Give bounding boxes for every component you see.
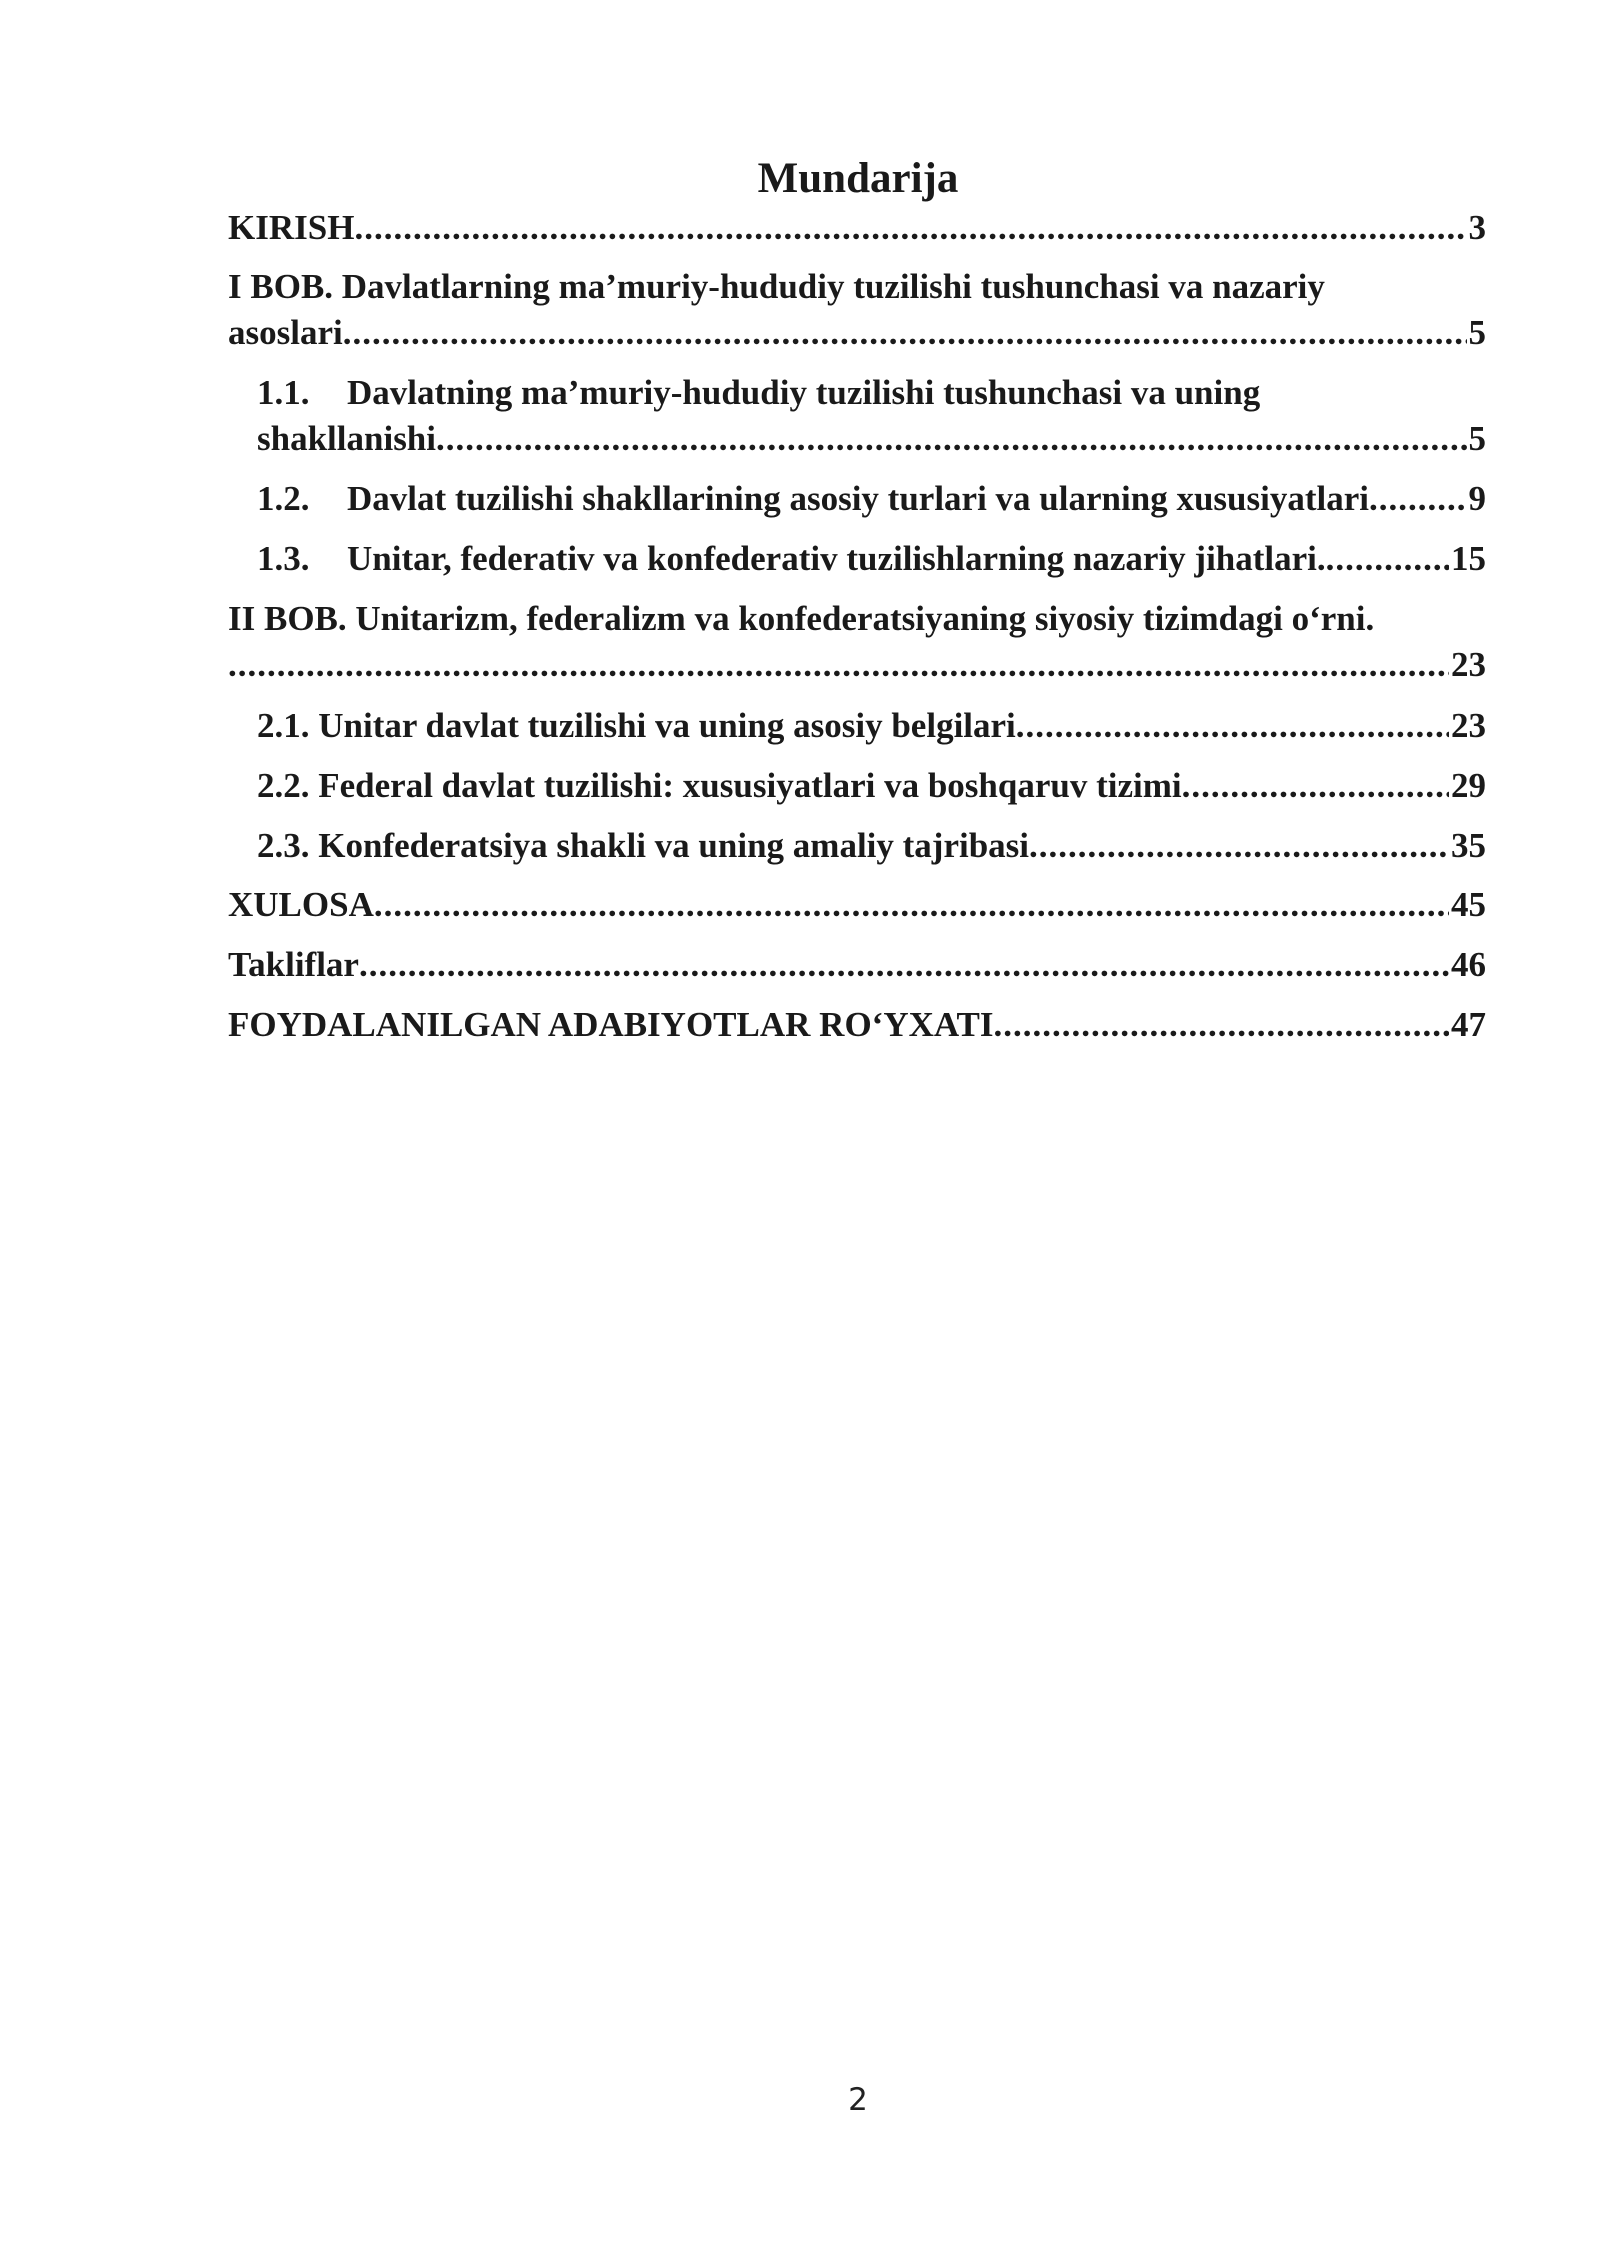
- toc-entry-takliflar[interactable]: [228, 942, 1486, 988]
- toc-section-number: 1.2.: [257, 479, 310, 518]
- toc-entry-title: 2.2. Federal davlat tuzilishi: xususiyatlari va boshqaruv tizimi: [257, 766, 1182, 805]
- toc-entry-2-1[interactable]: [257, 703, 1486, 749]
- page-title: Mundarija: [757, 155, 959, 202]
- toc-entry-title: FOYDALANILGAN ADABIYOTLAR RO‘YXATI: [228, 1005, 994, 1044]
- toc-entry-title: XULOSA: [228, 885, 374, 924]
- toc-page-number: 47: [1451, 1005, 1486, 1044]
- toc-entry-1-2[interactable]: [257, 476, 1486, 522]
- toc-leader-dots: [374, 882, 1449, 928]
- toc-entry-title: I BOB. Davlatlarning ma’muriy-hududiy tuzilishi tushunchasi va nazariy: [228, 267, 1325, 306]
- toc-entry-title: II BOB. Unitarizm, federalizm va konfederatsiyaning siyosiy tizimdagi o‘rni.: [228, 599, 1375, 638]
- toc-page-number: 35: [1451, 826, 1486, 865]
- toc-entry-1-3[interactable]: [257, 536, 1486, 582]
- toc-section-title: Davlatning ma’muriy-hududiy tuzilishi tushunchasi va uning: [347, 373, 1261, 412]
- toc-leader-dots: [436, 416, 1467, 462]
- toc-leader-dots: [359, 942, 1449, 988]
- toc-section-title: Unitar, federativ va konfederativ tuzilishlarning nazariy jihatlari.: [347, 539, 1326, 578]
- toc-page-number: 29: [1451, 766, 1486, 805]
- toc-entry-title: [257, 370, 1486, 416]
- toc-leader-dots: [1326, 536, 1449, 582]
- toc-entry-2-2[interactable]: [257, 763, 1486, 809]
- toc-entry-xulosa[interactable]: [228, 882, 1486, 928]
- toc-page-number: 23: [1451, 706, 1486, 745]
- toc-page-number: 5: [1468, 313, 1486, 352]
- toc-leader-dots: [1029, 823, 1449, 869]
- toc-page-number: 5: [1468, 419, 1486, 458]
- toc-entry-title-continued: asoslari: [228, 313, 343, 352]
- toc-entry-title: [257, 536, 1326, 582]
- toc-section-number: 1.3.: [257, 539, 310, 578]
- toc-leader-dots: [1016, 703, 1449, 749]
- toc-entry-kirish[interactable]: [228, 205, 1486, 251]
- toc-entry-title: Takliflar: [228, 945, 359, 984]
- toc-entry-title: 2.1. Unitar davlat tuzilishi va uning asosiy belgilari: [257, 706, 1016, 745]
- toc-page-number: 3: [1468, 208, 1486, 247]
- toc-leader-dots: [343, 310, 1467, 356]
- toc-leader-dots: [354, 205, 1466, 251]
- toc-entry-2-3[interactable]: [257, 823, 1486, 869]
- toc-entry-1-1[interactable]: [257, 370, 1486, 462]
- toc-section-title: Davlat tuzilishi shakllarining asosiy turlari va ularning xususiyatlari: [347, 479, 1369, 518]
- toc-entry-title: 2.3. Konfederatsiya shakli va uning amaliy tajribasi: [257, 826, 1030, 865]
- toc-leader-dots: [1369, 476, 1467, 522]
- toc-leader-dots: [994, 1002, 1449, 1048]
- toc-page-number: 45: [1451, 885, 1486, 924]
- toc-entry-title-continued: shakllanishi: [257, 419, 436, 458]
- toc-entry-adabiyotlar[interactable]: [228, 1002, 1486, 1048]
- toc-page-number: 9: [1468, 479, 1486, 518]
- toc-leader-dots: [1182, 763, 1449, 809]
- toc-page-number: 15: [1451, 539, 1486, 578]
- toc-page-number: 23: [1451, 645, 1486, 684]
- page-number: 2: [848, 2082, 868, 2118]
- toc-page-number: 46: [1451, 945, 1486, 984]
- toc-entry-bob2[interactable]: [228, 596, 1486, 688]
- toc-entry-bob1[interactable]: [228, 264, 1486, 356]
- toc-leader-dots: [228, 642, 1449, 688]
- toc-entry-title: KIRISH: [228, 208, 355, 247]
- toc-entry-title: [257, 476, 1369, 522]
- toc-section-number: 1.1.: [257, 373, 310, 412]
